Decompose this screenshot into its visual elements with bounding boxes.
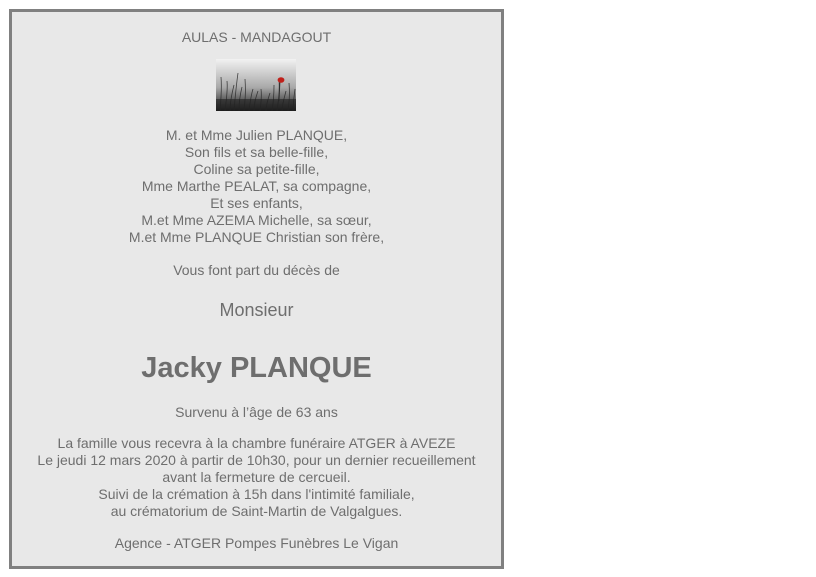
family-line: Et ses enfants, bbox=[210, 195, 303, 211]
detail-line: La famille vous recevra à la chambre funéraire ATGER à AVEZE bbox=[57, 435, 456, 451]
family-line: Coline sa petite-fille, bbox=[193, 161, 320, 177]
family-list bbox=[12, 127, 501, 246]
detail-line: avant la fermeture de cercueil. bbox=[162, 469, 351, 485]
poppy-field-photo-icon bbox=[216, 59, 296, 111]
detail-line: au crématorium de Saint-Martin de Valgalgues. bbox=[110, 503, 403, 519]
announcement-text: Vous font part du décès de bbox=[173, 262, 340, 278]
family-line: Son fils et sa belle-fille, bbox=[184, 144, 329, 160]
family-line: M.et Mme PLANQUE Christian son frère, bbox=[128, 229, 385, 245]
detail-line: Suivi de la crémation à 15h dans l'intimité familiale, bbox=[98, 486, 415, 502]
agency-name: Agence - ATGER Pompes Funèbres Le Vigan bbox=[114, 535, 399, 551]
obituary-notice bbox=[9, 9, 504, 569]
family-line: M. et Mme Julien PLANQUE, bbox=[165, 127, 348, 143]
family-line: M.et Mme AZEMA Michelle, sa sœur, bbox=[141, 212, 372, 228]
age-text: Survenu à l’âge de 63 ans bbox=[175, 404, 338, 420]
ceremony-details bbox=[12, 435, 501, 520]
location-heading: AULAS - MANDAGOUT bbox=[181, 29, 332, 45]
honorific: Monsieur bbox=[219, 300, 294, 320]
deceased-name: Jacky PLANQUE bbox=[141, 352, 372, 384]
family-line: Mme Marthe PEALAT, sa compagne, bbox=[141, 178, 372, 194]
detail-line: Le jeudi 12 mars 2020 à partir de 10h30, pour un dernier recueillement bbox=[37, 452, 476, 468]
